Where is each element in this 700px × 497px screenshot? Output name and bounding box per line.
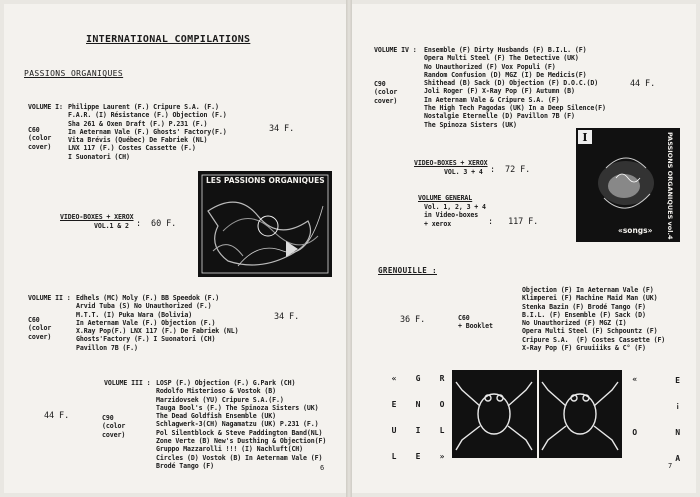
page-number-right: 7 [668, 462, 673, 470]
format-line: C90 [374, 80, 386, 88]
grenouille-letter [624, 444, 645, 470]
general-line: in Video-boxes [424, 211, 479, 220]
volume-4-label: VOLUME IV : [374, 46, 417, 54]
volume-4-format [374, 80, 397, 105]
volume-2-label: VOLUME II : [28, 294, 71, 302]
format-line: (color [28, 134, 52, 143]
grenouille-format [458, 314, 493, 331]
tracklist-line: Cripure S.A. (F) Costes Cassette (F) [522, 335, 666, 344]
volume-1-tracklist [68, 103, 227, 161]
tracklist-line: Tauga Bool's (F.) The Spinoza Sisters (UK) [156, 403, 319, 412]
grenouille-price: 36 F. [400, 315, 426, 325]
vol4-cover-songs-label: «songs» [618, 226, 653, 235]
tracklist-line: Opera Multi Steel (F) The Detective (UK) [424, 54, 579, 63]
grenouille-letter: E [391, 400, 397, 409]
format-line: cover) [28, 332, 52, 341]
tracklist-line: M.T.T. (I) Puka Wara (Bolivia) [76, 310, 193, 319]
tracklist-line: B.I.L. (F) Ensemble (F) Sack (D) [522, 310, 646, 319]
tracklist-line: In Aeternam Vale (F.) Objection (F.) [76, 318, 216, 327]
video-boxes-price: : 60 F. [136, 219, 177, 229]
tracklist-line: The Spinoza Sisters (UK) [424, 120, 517, 129]
video-boxes-3-4-label: VIDEO-BOXES + XEROX [414, 159, 488, 167]
tracklist-line: LOSP (F.) Objection (F.) G.Park (CH) [156, 379, 296, 387]
tracklist-line: Schlagwerk-3(CH) Nagamatzu (UK) P.231 (F.) [156, 420, 319, 429]
grenouille-letter [624, 392, 645, 418]
volume-general-price: : 117 F. [488, 217, 539, 227]
grenouille-letter: O [632, 427, 638, 436]
grenouille-letter [645, 392, 666, 418]
tracklist-line: Gruppo Mazzarolli !!! (I) Nachluft(CH) [156, 445, 304, 454]
tracklist-line: Circles (D) Vostok (B) In Aeternam Vale (F) [156, 453, 323, 462]
video-boxes-label: VIDEO-BOXES + XEROX [60, 213, 134, 221]
volume-1-format [28, 126, 51, 151]
grenouille-letter: N [415, 400, 421, 409]
right-page [352, 4, 696, 493]
tracklist-line: Philippe Laurent (F.) Cripure S.A. (F.) [68, 103, 219, 111]
tracklist-line: Ensemble (F) Dirty Husbands (F) B.I.L. (F) [424, 46, 587, 54]
grenouille-heading: GRENOUILLE : [378, 266, 437, 275]
left-page [4, 4, 346, 493]
grenouille-letter: L [391, 452, 397, 461]
tracklist-line: Joli Roger (F) X-Ray Pop (F) Autumn (B) [424, 87, 575, 96]
format-line: C90 [102, 414, 114, 422]
format-line: (color [28, 324, 52, 333]
volume-3-label: VOLUME III : [104, 379, 151, 387]
tracklist-line: Stenka Bazin (F) Brodé Tango (F) [522, 302, 646, 311]
grenouille-frog-image [452, 370, 622, 458]
tracklist-line: No Unauthorized (F) MGZ (I) [522, 319, 627, 328]
tracklist-line: Edhels (MC) Moly (F.) BB Speedok (F.) [76, 294, 220, 302]
grenouille-letter [645, 444, 666, 470]
tracklist-line: Vita Brévis (Québec) De Fabriek (NL) [68, 136, 208, 145]
tracklist-line: F.A.R. (I) Résistance (F.) Objection (F.) [68, 111, 227, 120]
tracklist-line: Marzidovsek (YU) Cripure S.A.(F.) [156, 395, 284, 404]
format-line: (color [102, 422, 126, 431]
page-title: INTERNATIONAL COMPILATIONS [86, 34, 251, 45]
grenouille-letter: » [439, 452, 445, 461]
svg-text:I: I [582, 131, 588, 144]
grenouille-letter: « [391, 374, 397, 383]
volume-general-details [424, 203, 486, 228]
tracklist-line: Ghosts'Factory (F.) I Suonatori (CH) [76, 335, 216, 344]
tracklist-line: Nostalgie Eternelle (D) Pavillon 7B (F) [424, 112, 575, 121]
video-boxes-3-4-volumes: VOL. 3 + 4 [444, 168, 483, 176]
tracklist-line: LNX 117 (F.) Costes Cassette (F.) [68, 144, 196, 153]
tracklist-line: Pavillon 7B (F.) [76, 343, 138, 352]
frog-artwork [452, 370, 622, 458]
volume-4-price: 44 F. [630, 79, 656, 89]
grenouille-letter: R [439, 374, 445, 383]
grenouille-letter: G [415, 374, 421, 383]
tracklist-line: Brodé Tango (F) [156, 461, 215, 470]
tracklist-line: I Suonatori (CH) [68, 152, 130, 161]
general-line: Vol. 1, 2, 3 + 4 [424, 203, 486, 211]
tracklist-line: The High Tech Pagodas (UK) In a Deep Silence(F) [424, 104, 606, 113]
format-line: cover) [28, 142, 52, 151]
tracklist-line: Klimperei (F) Machine Maid Man (UK) [522, 294, 658, 303]
vol4-cover-artwork [576, 128, 680, 242]
cover-artwork [198, 171, 332, 277]
tracklist-line: No Unauthorized (F) Vox Populi (F) [424, 62, 556, 71]
volume-2-format [28, 316, 51, 341]
format-line: + Booklet [458, 322, 493, 331]
grenouille-letter: ! [674, 401, 680, 410]
video-boxes-volumes: VOL.1 & 2 [94, 222, 129, 230]
vol4-cover-title: PASSIONS ORGANIQUES vol.4 [666, 132, 674, 240]
volume-1-label: VOLUME I: [28, 103, 63, 111]
tracklist-line: Shithead (B) Sack (D) Objection (F) D.O.C.(D) [424, 79, 599, 88]
volume-2-price: 34 F. [274, 312, 300, 322]
grenouille-letter: U [391, 426, 397, 435]
grenouille-letter: O [439, 400, 445, 409]
grenouille-letters-left [382, 366, 454, 470]
format-line: cover) [374, 96, 398, 105]
grenouille-letter: Ǝ [674, 375, 680, 384]
tracklist-line: Pol Silentblock & Steve Paddington Band(NL) [156, 428, 323, 437]
passions-organiques-vol4-cover-image [576, 128, 680, 242]
video-boxes-3-4-price: : 72 F. [490, 165, 531, 175]
grenouille-letter: N [674, 427, 680, 436]
volume-general-label: VOLUME GENERAL [418, 194, 473, 202]
grenouille-letter: I [415, 426, 421, 435]
volume-3-price: 44 F. [44, 411, 70, 421]
tracklist-line: Zone Verte (B) New's Dusthing & Objection(F) [156, 437, 327, 446]
grenouille-letters-right [624, 366, 688, 470]
cover-title: LES PASSIONS ORGANIQUES [206, 176, 325, 185]
general-line: + xerox [424, 219, 452, 228]
tracklist-line: X-Ray Pop (F) Gruuiiiks & C° (F) [522, 344, 646, 353]
passions-organiques-cover-image [198, 171, 332, 277]
grenouille-tracklist [522, 286, 665, 352]
tracklist-line: Rodolfo Misterioso & Vostok (B) [156, 387, 276, 396]
format-line: C60 [28, 126, 40, 134]
tracklist-line: Random Confusion (D) MGZ (I) De Medicis(F) [424, 70, 587, 79]
format-line: cover) [102, 430, 126, 439]
volume-1-price: 34 F. [269, 124, 295, 134]
tracklist-line: Sha 261 & Oxen Draft (F.) P.231 (F.) [68, 119, 208, 128]
volume-4-tracklist [424, 46, 606, 129]
grenouille-letter: Ɐ [674, 453, 680, 462]
tracklist-line: In Aeternam Vale & Cripure S.A. (F) [424, 95, 560, 104]
grenouille-letter [645, 366, 666, 392]
passions-organiques-heading: PASSIONS ORGANIQUES [24, 69, 124, 78]
format-line: C60 [28, 316, 40, 324]
tracklist-line: The Dead Goldfish Ensemble (UK) [156, 412, 276, 421]
grenouille-letter: E [415, 452, 421, 461]
tracklist-line: Objection (F) In Aeternam Vale (F) [522, 286, 654, 294]
format-line: (color [374, 88, 398, 97]
tracklist-line: Opera Multi Steel (F) Schpountz (F) [522, 327, 658, 336]
grenouille-letter: » [632, 375, 638, 384]
volume-2-tracklist [76, 294, 239, 352]
tracklist-line: In Aeternam Vale (F.) Ghosts' Factory(F.) [68, 127, 227, 136]
volume-3-format [102, 414, 125, 439]
grenouille-letter [645, 418, 666, 444]
format-line: C60 [458, 314, 470, 322]
page-number-left: 6 [320, 464, 325, 472]
tracklist-line: X.Ray Pop(F.) LNX 117 (F.) De Fabriek (NL) [76, 327, 239, 336]
grenouille-letter: L [439, 426, 445, 435]
volume-3-tracklist [156, 379, 326, 470]
tracklist-line: Arvid Tuba (S) No Unauthorized (F.) [76, 302, 212, 311]
